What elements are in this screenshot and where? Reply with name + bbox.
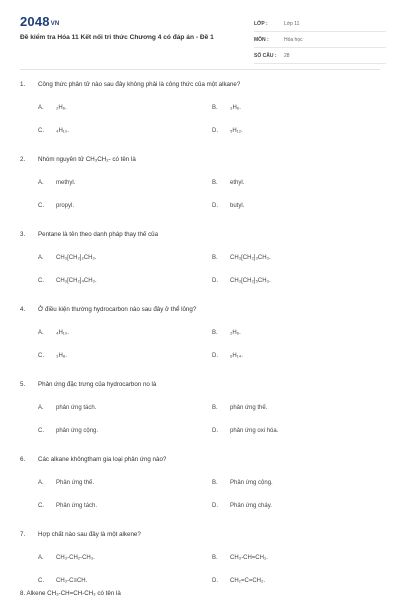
question <box>0 455 400 530</box>
question-text: Nhóm nguyên tử CH₃CH₂- có tên là <box>38 156 136 163</box>
option-text: ₅H₁₂. <box>230 128 243 134</box>
question-heading <box>20 380 378 390</box>
question-list <box>0 80 400 605</box>
logo-text: 2048 <box>20 14 50 29</box>
question-heading <box>20 230 378 240</box>
option-d[interactable] <box>212 128 243 134</box>
option-text: CH₂=C=CH₂. <box>230 578 265 584</box>
meta-row-subject <box>254 32 386 48</box>
option-letter: A. <box>38 330 44 336</box>
question-text: Pentane là tên theo danh pháp thay thế của <box>38 231 159 238</box>
question-number: 6. <box>20 456 26 463</box>
option-letter: A. <box>38 480 44 486</box>
meta-label: SỐ CÂU : <box>254 52 277 59</box>
option-text: ₂H₆. <box>56 105 67 111</box>
option-letter: A. <box>38 180 44 186</box>
option-text: butyl. <box>230 203 245 209</box>
question-text: Phản ứng đặc trưng của hydrocarbon no là <box>38 381 157 388</box>
question-text: Hợp chất nào sau đây là một alkene? <box>38 531 141 538</box>
option-letter: C. <box>38 353 44 359</box>
option-b[interactable] <box>212 255 271 261</box>
option-text: phản ứng oxi hóa. <box>230 428 279 434</box>
option-d[interactable] <box>212 503 272 509</box>
option-b[interactable] <box>212 405 267 411</box>
meta-row-count <box>254 48 386 64</box>
option-text: methyl. <box>56 180 76 186</box>
option-b[interactable] <box>212 330 241 336</box>
option-b[interactable] <box>212 480 273 486</box>
meta-label: MÔN : <box>254 36 269 43</box>
option-text: Phản ứng thế. <box>56 480 95 486</box>
question <box>0 230 400 305</box>
option-letter: A. <box>38 405 44 411</box>
option-text: CH₃[CH₂]₂CH₃. <box>56 255 97 261</box>
document-title: Đề kiểm tra Hóa 11 Kết nối tri thức Chương 4 có đáp án - Đề 1 <box>20 34 214 41</box>
option-c[interactable] <box>38 203 74 209</box>
option-a[interactable] <box>38 480 94 486</box>
option-text: ₄H₁₀. <box>56 128 69 134</box>
option-d[interactable] <box>212 353 243 359</box>
question <box>0 80 400 155</box>
option-letter: D. <box>212 128 218 134</box>
option-letter: C. <box>38 503 44 509</box>
partial-question: 8. Alkene CH₃-CH=CH-CH₃ có tên là <box>20 590 121 597</box>
logo-sup: VN <box>50 21 60 27</box>
option-text: ₂H₆. <box>230 330 241 336</box>
option-b[interactable] <box>212 180 244 186</box>
option-text: phản ứng thế. <box>230 405 268 411</box>
option-a[interactable] <box>38 255 97 261</box>
question-text: Công thức phân tử nào sau đây không phải là công thức của một alkane? <box>38 81 241 88</box>
option-d[interactable] <box>212 428 278 434</box>
question-text: Ở điều kiện thường hydrocarbon nào sau đây ở thể lỏng? <box>38 306 197 313</box>
option-letter: C. <box>38 428 44 434</box>
question-heading <box>20 530 378 540</box>
option-text: ₃H₈. <box>56 353 67 359</box>
option-text: phản ứng cộng. <box>56 428 99 434</box>
meta-value: Lớp 11 <box>284 20 300 27</box>
option-text: ₃H₆. <box>230 105 241 111</box>
site-logo[interactable] <box>20 14 59 29</box>
option-text: Phản ứng cộng. <box>230 480 273 486</box>
option-c[interactable] <box>38 503 97 509</box>
option-c[interactable] <box>38 128 69 134</box>
option-letter: C. <box>38 278 44 284</box>
option-d[interactable] <box>212 578 265 584</box>
option-letter: A. <box>38 555 44 561</box>
divider <box>20 69 380 70</box>
option-text: CH₃[CH₂]₄CH₃. <box>56 278 97 284</box>
option-c[interactable] <box>38 353 67 359</box>
meta-label: LỚP : <box>254 20 268 27</box>
option-d[interactable] <box>212 278 271 284</box>
option-text: ₆H₁₄. <box>230 353 243 359</box>
option-text: CH₃-CH=CH₂. <box>230 555 268 561</box>
option-letter: D. <box>212 353 218 359</box>
question <box>0 305 400 380</box>
option-text: CH₃[CH₂]₅CH₃. <box>230 278 271 284</box>
option-text: CH₃-CH₂-CH₃. <box>56 555 95 561</box>
option-letter: C. <box>38 128 44 134</box>
option-b[interactable] <box>212 105 241 111</box>
question-heading <box>20 305 378 315</box>
header <box>0 0 400 62</box>
question-number: 7. <box>20 531 26 538</box>
meta-value: Hóa học <box>284 36 303 43</box>
question-number: 2. <box>20 156 26 163</box>
question-heading <box>20 455 378 465</box>
option-letter: D. <box>212 278 218 284</box>
meta-value: 28 <box>284 52 290 59</box>
option-c[interactable] <box>38 578 87 584</box>
option-text: CH₃[CH₂]₃CH₃. <box>230 255 271 261</box>
option-a[interactable] <box>38 405 96 411</box>
option-letter: B. <box>212 555 218 561</box>
option-text: Phản ứng cháy. <box>230 503 272 509</box>
option-text: CH₃-C≡CH. <box>56 578 88 584</box>
option-letter: D. <box>212 428 218 434</box>
option-letter: B. <box>212 405 218 411</box>
question-number: 3. <box>20 231 26 238</box>
option-text: propyl. <box>56 203 75 209</box>
option-text: phản ứng tách. <box>56 405 97 411</box>
option-a[interactable] <box>38 555 95 561</box>
question-number: 4. <box>20 306 26 313</box>
option-a[interactable] <box>38 105 67 111</box>
option-text: Phản ứng tách. <box>56 503 98 509</box>
question <box>0 155 400 230</box>
option-letter: B. <box>212 480 218 486</box>
option-letter: A. <box>38 105 44 111</box>
question-number: 1. <box>20 81 26 88</box>
option-letter: D. <box>212 503 218 509</box>
option-letter: C. <box>38 578 44 584</box>
option-letter: D. <box>212 578 218 584</box>
meta-info <box>254 16 386 64</box>
option-a[interactable] <box>38 180 75 186</box>
question-heading <box>20 155 378 165</box>
option-letter: D. <box>212 203 218 209</box>
option-text: ethyl. <box>230 180 245 186</box>
option-b[interactable] <box>212 555 268 561</box>
option-letter: C. <box>38 203 44 209</box>
option-c[interactable] <box>38 278 97 284</box>
question <box>0 380 400 455</box>
option-a[interactable] <box>38 330 69 336</box>
option-letter: B. <box>212 255 218 261</box>
question-heading <box>20 80 378 90</box>
meta-row-class <box>254 16 386 32</box>
option-text: ₄H₁₀. <box>56 330 69 336</box>
question-number: 5. <box>20 381 26 388</box>
question-text: Các alkane khôngtham gia loại phản ứng nào? <box>38 456 167 463</box>
option-letter: A. <box>38 255 44 261</box>
option-c[interactable] <box>38 428 98 434</box>
option-letter: B. <box>212 180 218 186</box>
option-letter: B. <box>212 105 218 111</box>
option-d[interactable] <box>212 203 244 209</box>
option-letter: B. <box>212 330 218 336</box>
